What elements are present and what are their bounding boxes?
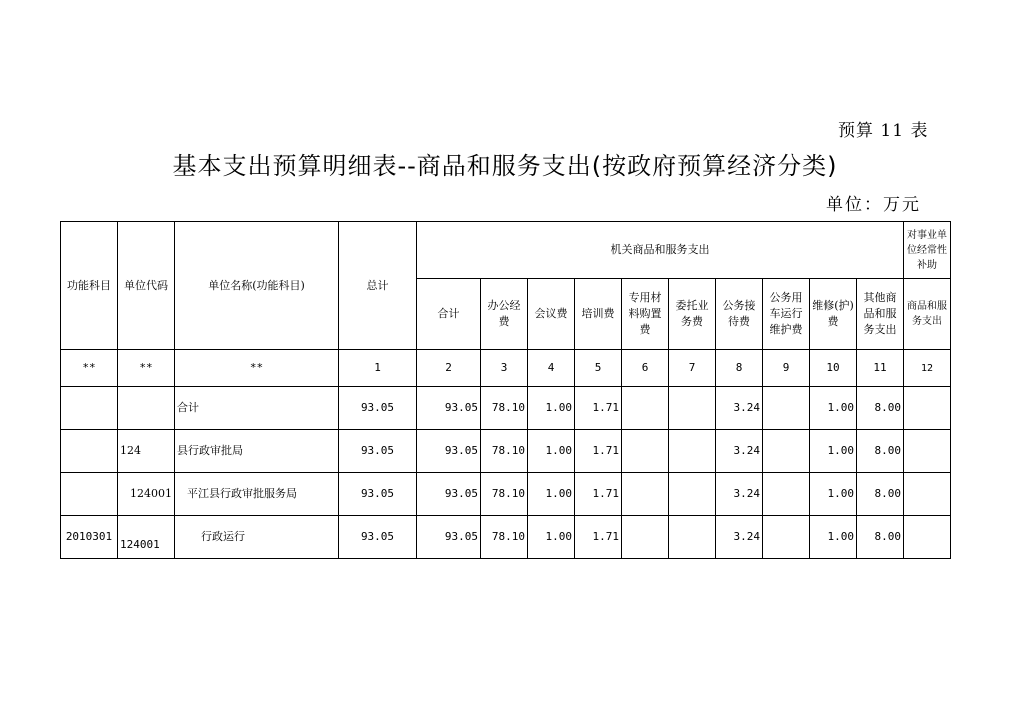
- value-cell: 8.00: [857, 473, 904, 516]
- header-col: 培训费: [575, 279, 622, 350]
- index-cell: 10: [810, 350, 857, 387]
- index-cell: 4: [528, 350, 575, 387]
- name-cell: 平江县行政审批服务局: [175, 473, 339, 516]
- header-col: 维修(护)费: [810, 279, 857, 350]
- header-col: 合计: [417, 279, 481, 350]
- value-cell: [669, 516, 716, 559]
- code-cell: 124001: [118, 473, 175, 516]
- table-row: [61, 516, 951, 559]
- value-cell: [904, 387, 951, 430]
- name-cell: 合计: [175, 387, 339, 430]
- value-cell: 78.10: [481, 430, 528, 473]
- header-total: 总计: [339, 222, 417, 350]
- value-cell: [763, 473, 810, 516]
- header-col: 办公经费: [481, 279, 528, 350]
- value-cell: 1.00: [528, 516, 575, 559]
- value-cell: 78.10: [481, 516, 528, 559]
- code-cell: 124: [118, 430, 175, 473]
- value-cell: 8.00: [857, 387, 904, 430]
- code-cell: [118, 387, 175, 430]
- total-cell: 93.05: [339, 387, 417, 430]
- value-cell: 93.05: [417, 387, 481, 430]
- total-cell: 93.05: [339, 430, 417, 473]
- value-cell: 1.00: [528, 387, 575, 430]
- value-cell: [622, 473, 669, 516]
- func-cell: [61, 430, 118, 473]
- index-cell: **: [175, 350, 339, 387]
- index-cell: 6: [622, 350, 669, 387]
- table-row: [61, 430, 951, 473]
- value-cell: 1.00: [528, 430, 575, 473]
- value-cell: 78.10: [481, 473, 528, 516]
- index-cell: 8: [716, 350, 763, 387]
- value-cell: 8.00: [857, 516, 904, 559]
- code-text: 124001: [120, 538, 160, 551]
- form-number: 预算 11 表: [838, 121, 929, 141]
- header-subsidy-group: 对事业单位经常性补助: [904, 222, 951, 279]
- table-row: [61, 387, 951, 430]
- value-cell: [622, 430, 669, 473]
- value-cell: 3.24: [716, 516, 763, 559]
- index-cell: 2: [417, 350, 481, 387]
- header-col: 专用材料购置费: [622, 279, 669, 350]
- code-cell: [118, 516, 175, 559]
- value-cell: 1.00: [810, 473, 857, 516]
- value-cell: 3.24: [716, 387, 763, 430]
- table-row: [61, 473, 951, 516]
- total-cell: 93.05: [339, 473, 417, 516]
- header-col: 公务接待费: [716, 279, 763, 350]
- value-cell: [669, 387, 716, 430]
- value-cell: 1.71: [575, 473, 622, 516]
- index-cell: 11: [857, 350, 904, 387]
- func-cell: [61, 387, 118, 430]
- value-cell: 1.71: [575, 516, 622, 559]
- total-cell: 93.05: [339, 516, 417, 559]
- value-cell: 93.05: [417, 430, 481, 473]
- func-cell: 2010301: [61, 516, 118, 559]
- value-cell: 1.00: [810, 387, 857, 430]
- page-title: 基本支出预算明细表--商品和服务支出(按政府预算经济分类): [172, 152, 838, 180]
- value-cell: [904, 516, 951, 559]
- header-unit-name: 单位名称(功能科目): [175, 222, 339, 350]
- value-cell: 1.00: [810, 430, 857, 473]
- value-cell: [622, 516, 669, 559]
- value-cell: 1.00: [528, 473, 575, 516]
- value-cell: 1.71: [575, 430, 622, 473]
- header-func-subject: 功能科目: [61, 222, 118, 350]
- index-cell: 7: [669, 350, 716, 387]
- value-cell: 78.10: [481, 387, 528, 430]
- index-cell: **: [61, 350, 118, 387]
- name-cell: 行政运行: [175, 516, 339, 559]
- index-cell: 9: [763, 350, 810, 387]
- value-cell: [904, 430, 951, 473]
- header-col: 其他商品和服务支出: [857, 279, 904, 350]
- value-cell: 8.00: [857, 430, 904, 473]
- name-cell: 县行政审批局: [175, 430, 339, 473]
- budget-table: [60, 221, 951, 559]
- value-cell: [763, 516, 810, 559]
- header-unit-code: 单位代码: [118, 222, 175, 350]
- index-row: [61, 350, 951, 387]
- value-cell: [622, 387, 669, 430]
- value-cell: [669, 473, 716, 516]
- index-cell: 3: [481, 350, 528, 387]
- header-col: 委托业务费: [669, 279, 716, 350]
- header-org-goods: 机关商品和服务支出: [417, 222, 904, 279]
- func-cell: [61, 473, 118, 516]
- value-cell: [904, 473, 951, 516]
- value-cell: 1.71: [575, 387, 622, 430]
- value-cell: 3.24: [716, 473, 763, 516]
- value-cell: 3.24: [716, 430, 763, 473]
- value-cell: 93.05: [417, 473, 481, 516]
- value-cell: [763, 387, 810, 430]
- unit-label: 单位：万元: [826, 195, 921, 215]
- value-cell: 1.00: [810, 516, 857, 559]
- value-cell: [669, 430, 716, 473]
- header-col: 商品和服务支出: [904, 279, 951, 350]
- header-col: 公务用车运行维护费: [763, 279, 810, 350]
- index-cell: **: [118, 350, 175, 387]
- value-cell: [763, 430, 810, 473]
- index-cell: 12: [904, 350, 951, 387]
- index-cell: 1: [339, 350, 417, 387]
- index-cell: 5: [575, 350, 622, 387]
- header-col: 会议费: [528, 279, 575, 350]
- value-cell: 93.05: [417, 516, 481, 559]
